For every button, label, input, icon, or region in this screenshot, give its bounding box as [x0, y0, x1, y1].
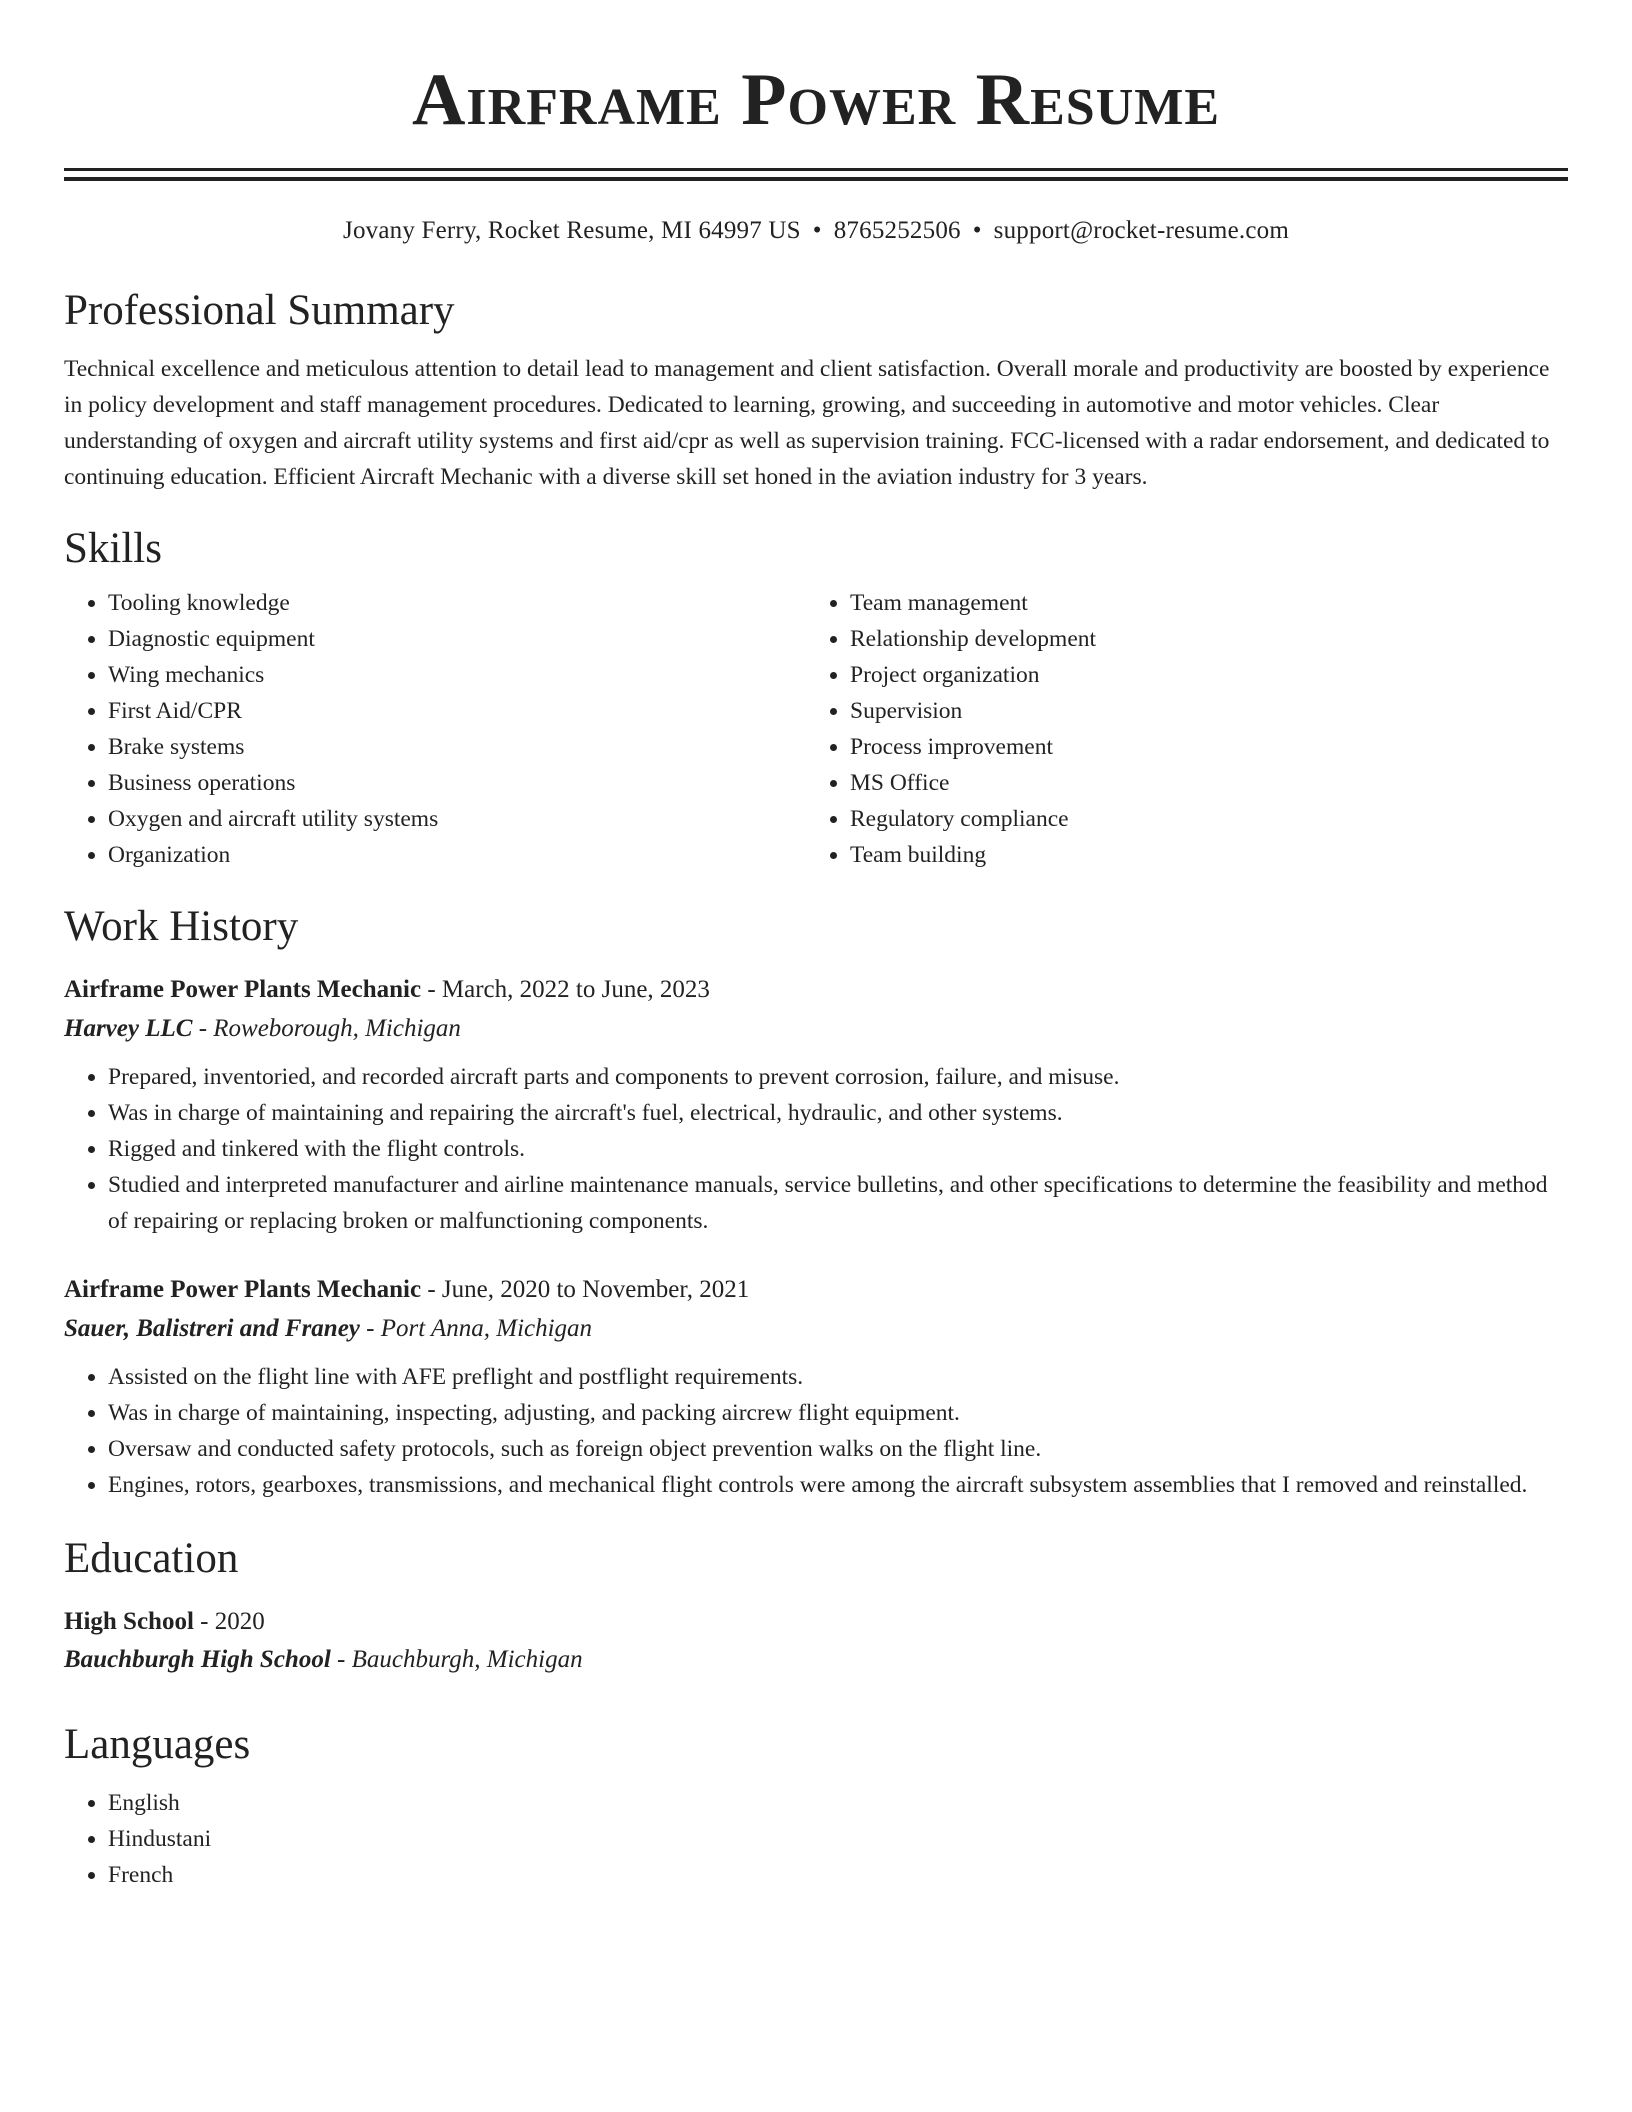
job-title: Airframe Power Plants Mechanic [64, 976, 422, 1003]
section-heading-summary: Professional Summary [64, 287, 455, 334]
job-bullet: • Studied and interpreted manufacturer and airline maintenance manuals, service bulletins, and other specifications to determine the feasibility and method of repairing or replacing broken or malfunctioning components. [108, 1167, 1568, 1239]
job-bullet: • Engines, rotors, gearboxes, transmissions, and mechanical flight controls were among the aircraft subsystem assemblies that I removed and reinstalled. [108, 1467, 1568, 1503]
skill-item: • Oxygen and aircraft utility systems [108, 801, 806, 837]
job-company-line [64, 1309, 1568, 1349]
title-rule-bottom [64, 177, 1568, 181]
job-bullet: • Was in charge of maintaining and repairing the aircraft's fuel, electrical, hydraulic, and other systems. [108, 1095, 1568, 1131]
job-title-line [64, 1271, 1568, 1309]
resume-title: Airframe Power Resume [411, 59, 1221, 141]
skill-item: • Brake systems [108, 729, 806, 765]
job-company-line [64, 1009, 1568, 1049]
skill-item: • Supervision [850, 693, 1548, 729]
section-heading-languages: Languages [64, 1721, 251, 1768]
language-item: • English [108, 1785, 1568, 1821]
job-company: Sauer, Balistreri and Franey [64, 1315, 360, 1342]
skill-item: • Regulatory compliance [850, 801, 1548, 837]
language-item: • Hindustani [108, 1821, 1568, 1857]
skill-item: • Business operations [108, 765, 806, 801]
skill-item: • Diagnostic equipment [108, 621, 806, 657]
contact-email: support@rocket-resume.com [993, 217, 1289, 244]
education-degree-line [64, 1603, 1568, 1641]
job-bullet: • Prepared, inventoried, and recorded aircraft parts and components to prevent corrosion, failure, and misuse. [108, 1059, 1568, 1095]
contact-separator: • [972, 217, 982, 244]
skills-list-left [64, 585, 806, 873]
section-heading-work-history: Work History [64, 903, 299, 950]
languages-list [64, 1785, 1568, 1893]
education-location: - Bauchburgh, Michigan [330, 1646, 583, 1673]
contact-line [64, 215, 1568, 247]
summary-paragraph: Technical excellence and meticulous attention to detail lead to management and client satisfaction. Overall morale and productivity are boosted by experience in policy development and staff management procedures. Dedicated to learning, growing, and succeeding in automotive and motor vehicles. Clear understanding of oxygen and aircraft utility systems and first aid/cpr as well as supervision training. FCC-licensed with a radar endorsement, and dedicated to continuing education. Efficient Aircraft Mechanic with a diverse skill set honed in the aviation industry for 3 years. [64, 356, 1550, 490]
skill-item: • Process improvement [850, 729, 1548, 765]
job-title: Airframe Power Plants Mechanic [64, 1276, 422, 1303]
job-dates: - June, 2020 to November, 2021 [421, 1276, 750, 1303]
skills-grid [64, 585, 1568, 873]
skill-item: • Relationship development [850, 621, 1548, 657]
skill-item: • Team management [850, 585, 1548, 621]
contact-phone: 8765252506 [833, 217, 961, 244]
job-bullet: • Was in charge of maintaining, inspecting, adjusting, and packing aircrew flight equipment. [108, 1395, 1568, 1431]
skill-item: • Tooling knowledge [108, 585, 806, 621]
job-title-line [64, 971, 1568, 1009]
job-bullet: • Rigged and tinkered with the flight controls. [108, 1131, 1568, 1167]
education-degree: High School [64, 1608, 194, 1635]
skill-item: • Organization [108, 837, 806, 873]
skills-list-right [806, 585, 1548, 873]
job-location: - Port Anna, Michigan [359, 1315, 593, 1342]
title-rule-top [64, 168, 1568, 171]
job-entry [64, 971, 1568, 1239]
education-year: - 2020 [193, 1608, 265, 1635]
contact-address: Jovany Ferry, Rocket Resume, MI 64997 US [343, 217, 801, 244]
job-bullet-list [64, 1359, 1568, 1503]
job-location: - Roweborough, Michigan [192, 1015, 461, 1042]
education-school: Bauchburgh High School [64, 1646, 331, 1673]
job-bullet-list [64, 1059, 1568, 1239]
skill-item: • Wing mechanics [108, 657, 806, 693]
education-school-line [64, 1641, 1568, 1679]
job-bullet: • Assisted on the flight line with AFE preflight and postflight requirements. [108, 1359, 1568, 1395]
skill-item: • Team building [850, 837, 1548, 873]
contact-separator: • [812, 217, 822, 244]
skills-column-right [806, 585, 1548, 873]
section-heading-education: Education [64, 1535, 239, 1582]
job-entry [64, 1271, 1568, 1503]
language-item: • French [108, 1857, 1568, 1893]
skill-item: • Project organization [850, 657, 1548, 693]
skill-item: • First Aid/CPR [108, 693, 806, 729]
job-bullet: • Oversaw and conducted safety protocols, such as foreign object prevention walks on the flight line. [108, 1431, 1568, 1467]
job-company: Harvey LLC [64, 1015, 193, 1042]
section-heading-skills: Skills [64, 525, 162, 572]
skills-column-left [64, 585, 806, 873]
skill-item: • MS Office [850, 765, 1548, 801]
job-dates: - March, 2022 to June, 2023 [421, 976, 710, 1003]
